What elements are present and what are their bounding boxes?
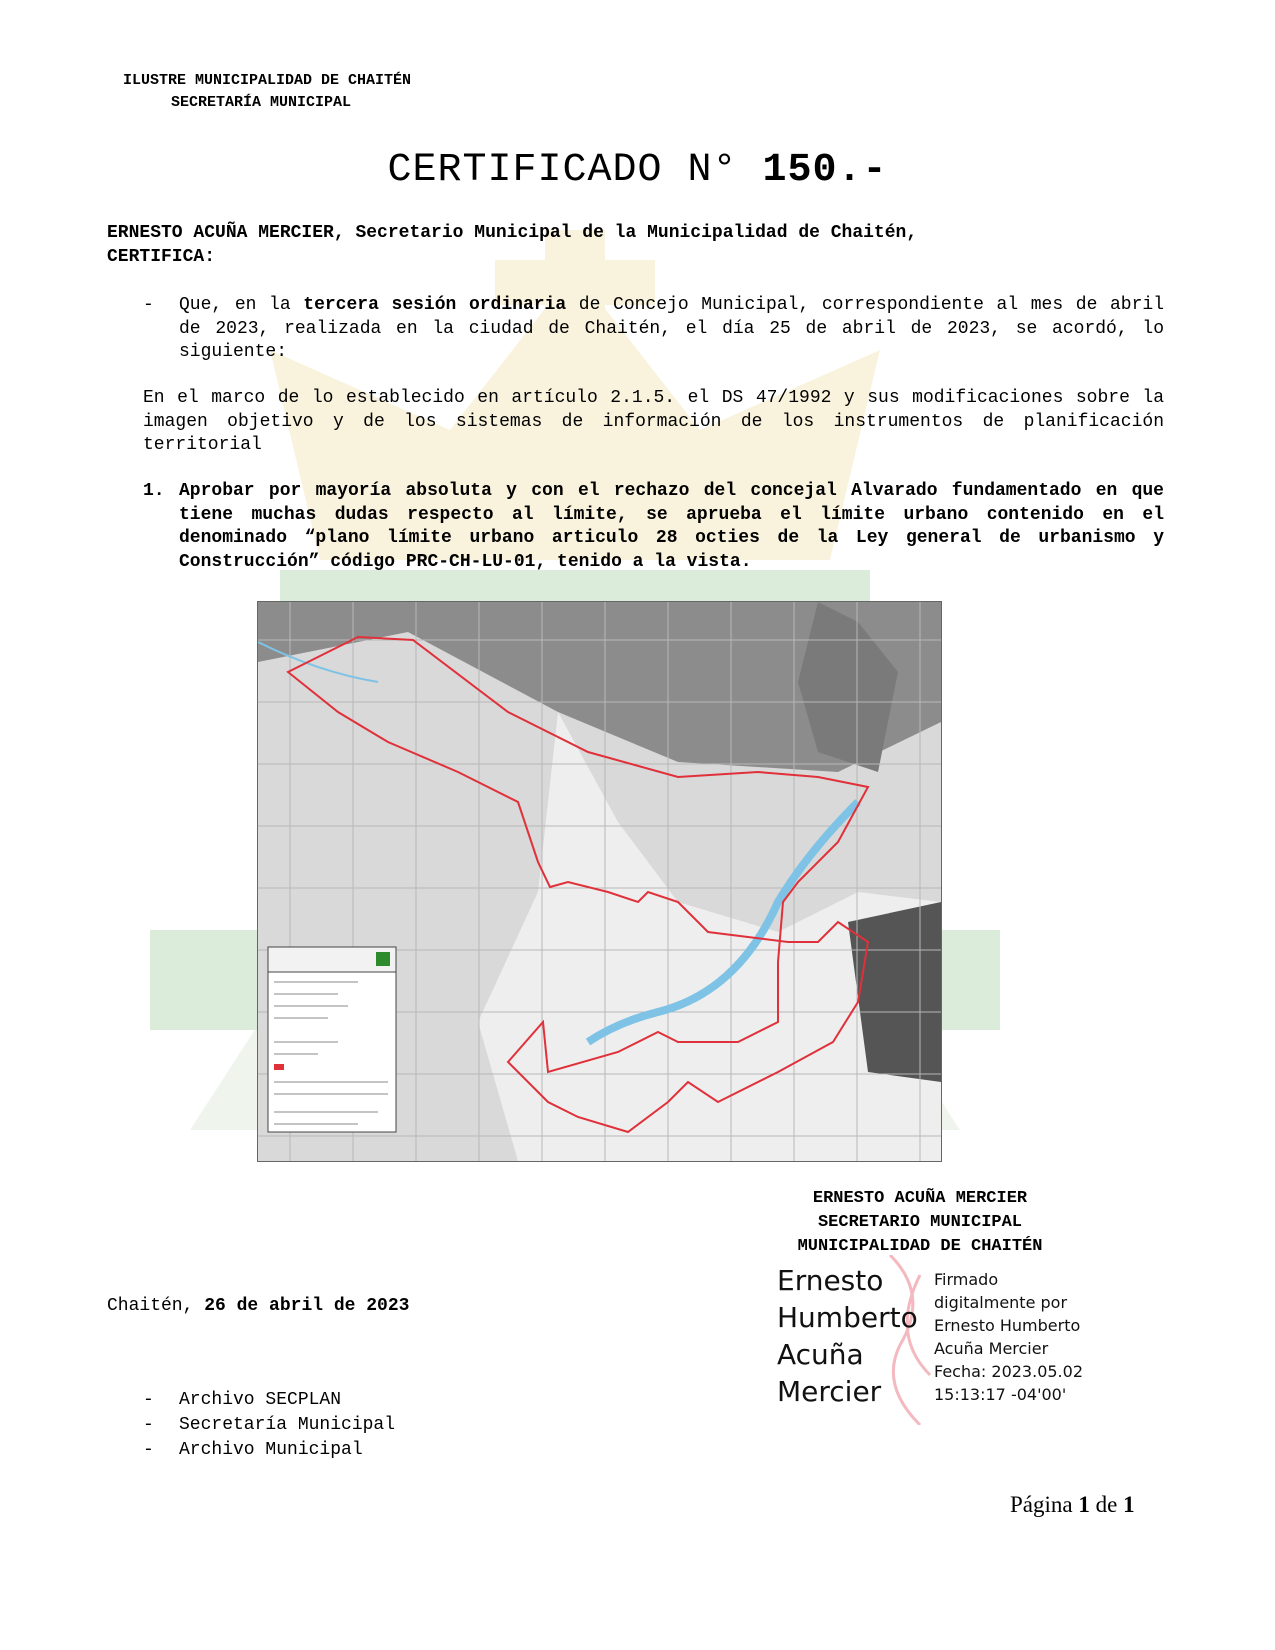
- secretary-name: ERNESTO ACUÑA MERCIER,: [107, 223, 345, 243]
- date-place: Chaitén,: [107, 1296, 194, 1316]
- session-bullet: [143, 294, 1164, 365]
- distribution-label: Archivo Municipal: [179, 1440, 363, 1460]
- page-total: 1: [1123, 1492, 1135, 1517]
- page-of: de: [1095, 1492, 1118, 1517]
- signature-meta-line: Firmado: [934, 1270, 999, 1289]
- session-text-2: de Concejo Municipal, correspondiente al mes de abril de 2023, realizada en la ciudad de Chaitén, el día 25 de abril de 2023, se acordó, lo siguiente:: [179, 295, 1165, 362]
- list-dash: -: [143, 1440, 154, 1460]
- session-text-1: Que, en la: [179, 295, 304, 315]
- urban-limit-map: [257, 601, 942, 1162]
- document-title: [0, 148, 1275, 193]
- list-item: [143, 1439, 395, 1464]
- list-dash: -: [143, 1390, 154, 1410]
- certifica-label: CERTIFICA:: [107, 246, 216, 267]
- signatory-role: SECRETARIO MUNICIPAL: [817, 1213, 1023, 1232]
- list-item: [143, 1414, 395, 1439]
- context-paragraph: En el marco de lo establecido en artículo 2.1.5. el DS 47/1992 y sus modificaciones sobre la imagen objetivo y de los sistemas de información de los instrumentos de planificación territorial: [143, 388, 1164, 455]
- department-name: SECRETARÍA MUNICIPAL: [171, 94, 352, 111]
- signature-meta-line: Fecha: 2023.05.02: [934, 1362, 1083, 1381]
- title-prefix: CERTIFICADO N°: [387, 148, 738, 193]
- page-number: [1010, 1492, 1135, 1518]
- certificate-number: 150.-: [762, 148, 888, 193]
- session-type: tercera sesión ordinaria: [303, 295, 567, 315]
- signature-name-line: Mercier: [777, 1375, 882, 1408]
- date-value: 26 de abril de 2023: [193, 1296, 410, 1316]
- signatory-org: MUNICIPALIDAD DE CHAITÉN: [797, 1237, 1043, 1256]
- map-graphic: [258, 602, 941, 1161]
- distribution-list: [143, 1389, 395, 1464]
- resolution-item: [143, 480, 1164, 574]
- digital-signature-meta: [934, 1268, 1083, 1406]
- intro-paragraph: [107, 222, 1164, 269]
- intro-text: Secretario Municipal de la Municipalidad de Chaitén,: [344, 223, 918, 243]
- distribution-label: Secretaría Municipal: [179, 1415, 396, 1435]
- resolution-number: 1.: [143, 481, 165, 501]
- page-label: Página: [1010, 1492, 1073, 1517]
- signatory-name: ERNESTO ACUÑA MERCIER: [812, 1189, 1028, 1208]
- page-current: 1: [1078, 1492, 1090, 1517]
- list-item: [143, 1389, 395, 1414]
- signatory-block: [740, 1187, 1100, 1259]
- signature-meta-line: 15:13:17 -04'00': [934, 1385, 1067, 1404]
- signature-meta-line: Acuña Mercier: [934, 1339, 1049, 1358]
- resolution-text: Aprobar por mayoría absoluta y con el rechazo del concejal Alvarado fundamentado en que tiene muchas dudas respecto al límite, se aprueba el límite urbano contenido en el denominado “plano límite urbano articulo 28 octies de la Ley general de urbanismo y Construcción” código PRC-CH-LU-01, tenido a la vista.: [179, 481, 1164, 572]
- signature-name-line: Humberto: [777, 1301, 918, 1334]
- signature-meta-line: Ernesto Humberto: [934, 1316, 1081, 1335]
- bullet-dash: -: [143, 295, 154, 315]
- signature-name-line: Acuña: [777, 1338, 864, 1371]
- list-dash: -: [143, 1415, 154, 1435]
- digital-signature-name: [777, 1262, 918, 1410]
- document-date: [107, 1295, 409, 1319]
- institution-name: ILUSTRE MUNICIPALIDAD DE CHAITÉN: [123, 72, 412, 89]
- signature-meta-line: digitalmente por: [934, 1293, 1068, 1312]
- distribution-label: Archivo SECPLAN: [179, 1390, 342, 1410]
- signature-name-line: Ernesto: [777, 1264, 884, 1297]
